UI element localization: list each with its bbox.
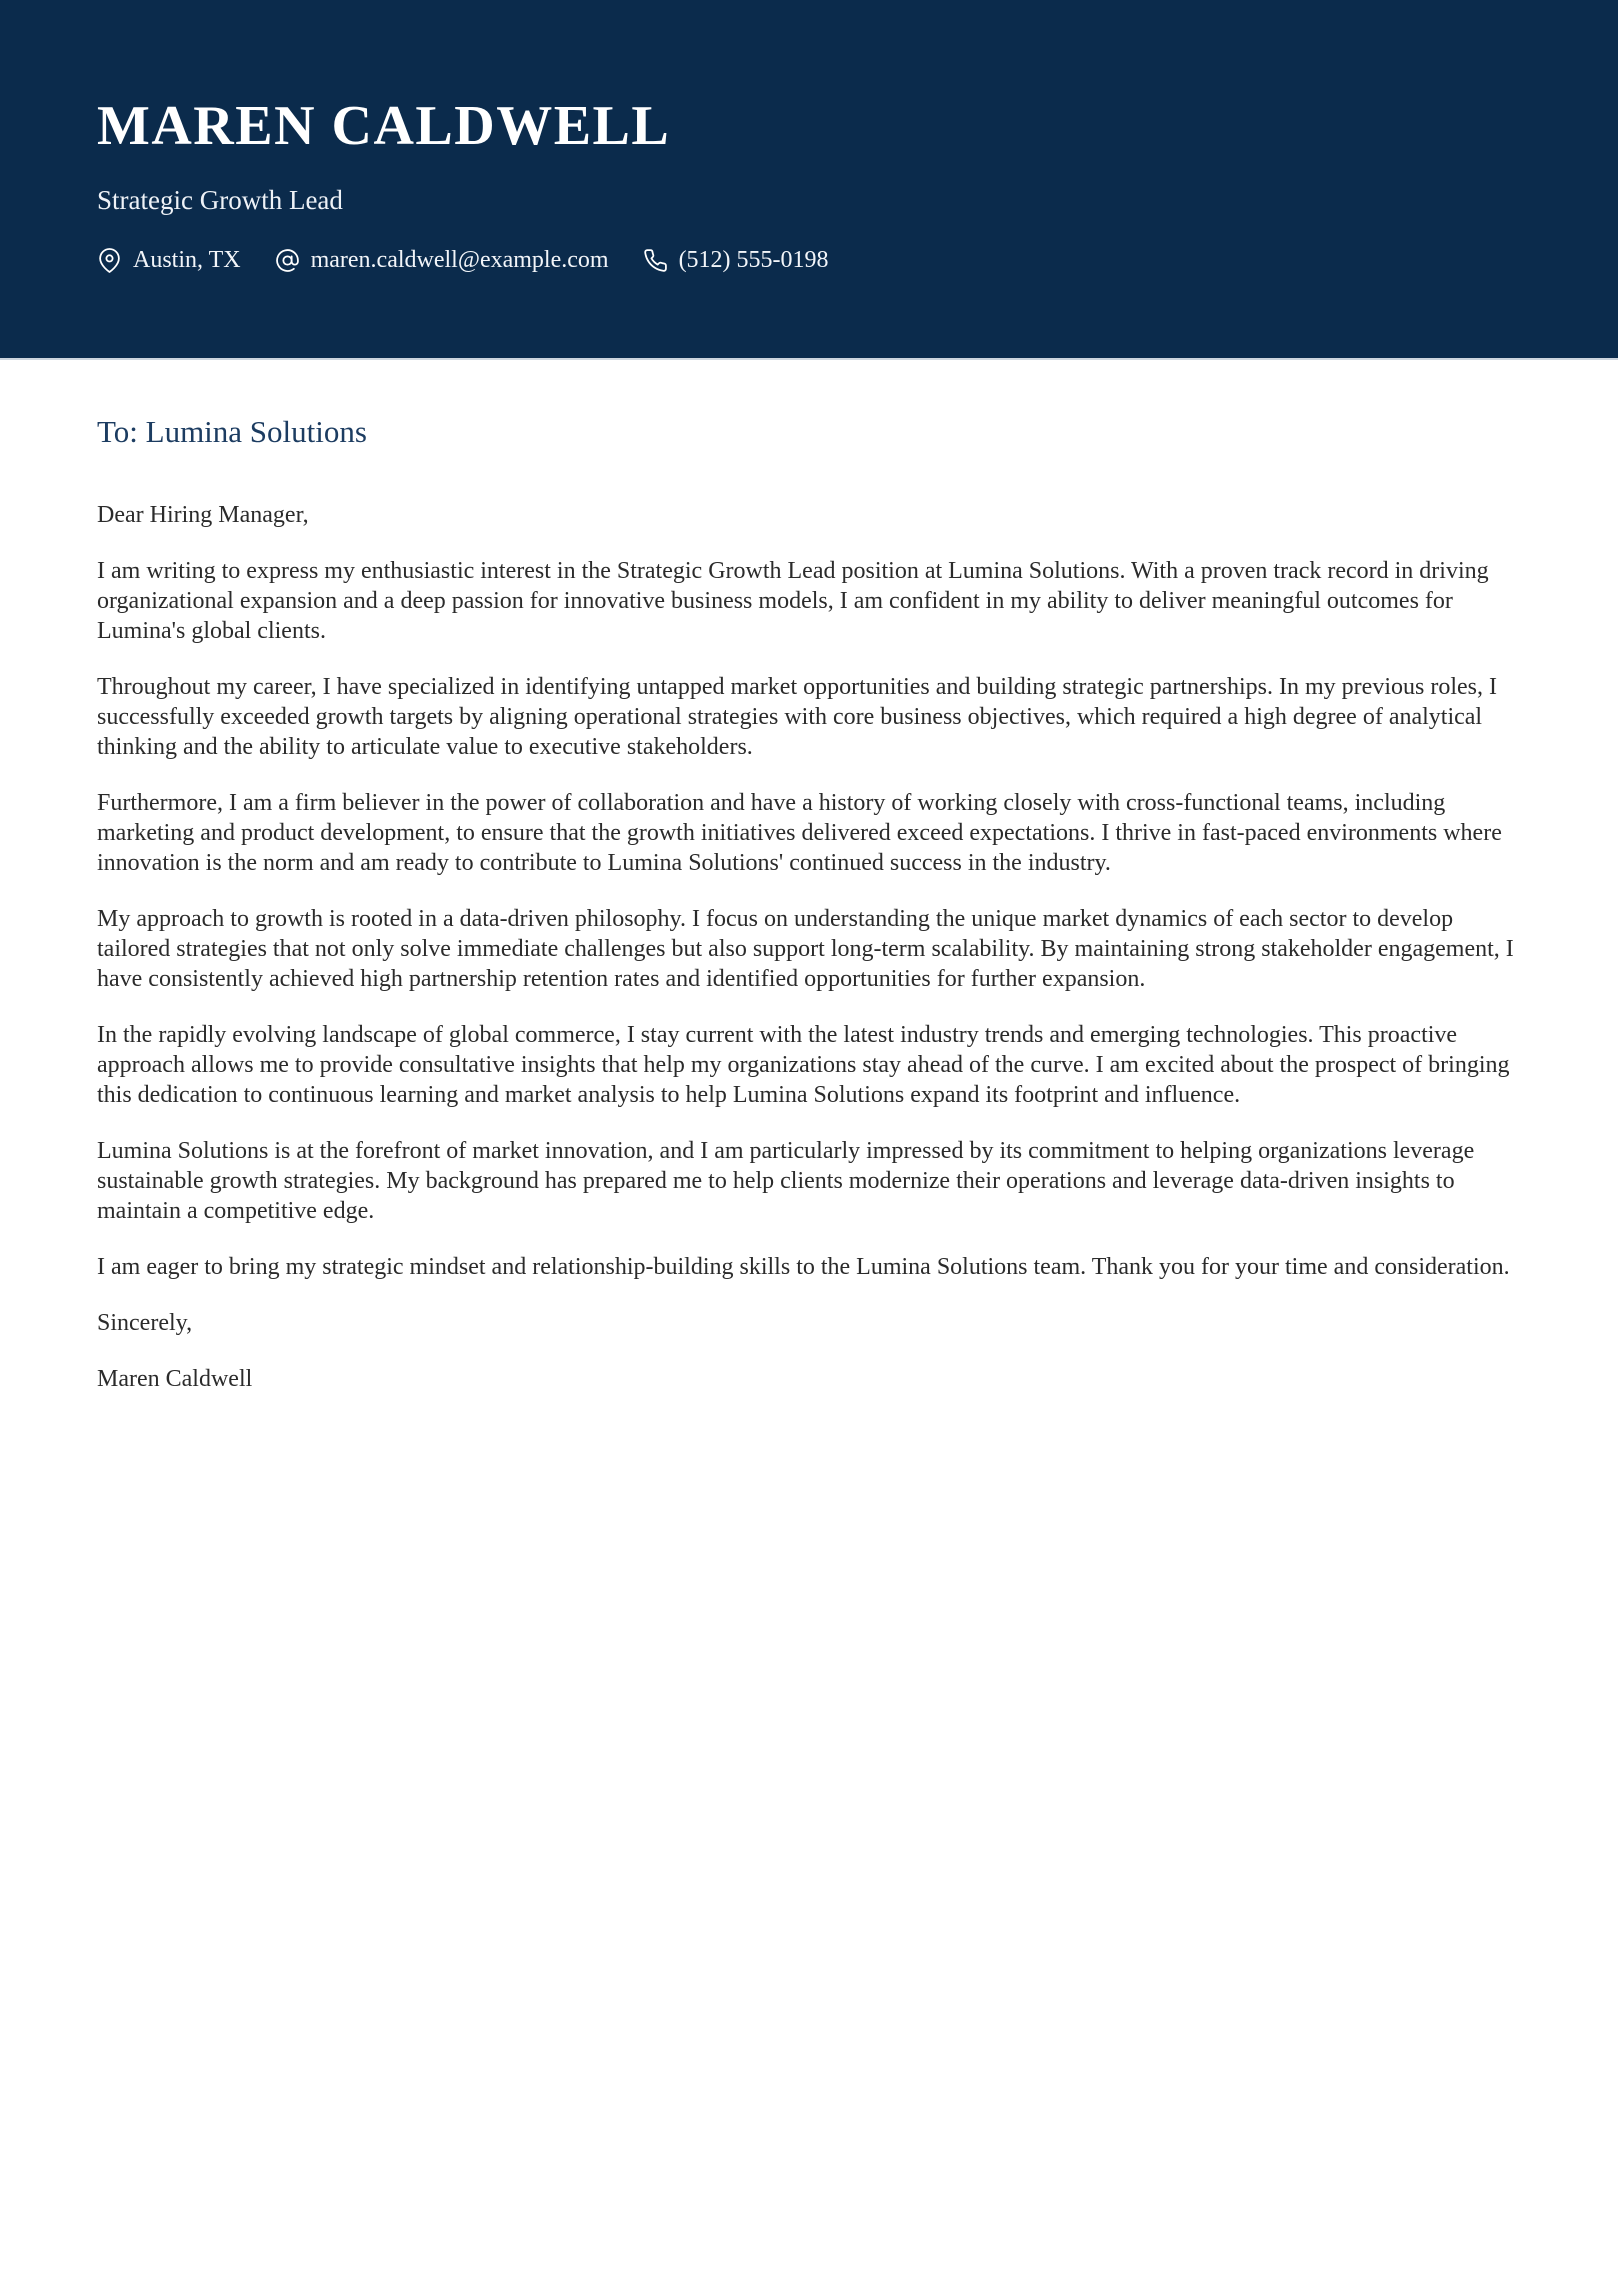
letter-paragraph: Furthermore, I am a firm believer in the power of collaboration and have a history of working closely with cross-functional teams, including marketing and product development, to ensure that the growth initiatives delivered exceed expectations. I thrive in fast-paced environments where innovation is the norm and am ready to contribute to Lumina Solutions' continued success in the industry. — [97, 790, 1502, 877]
at-icon — [275, 248, 300, 273]
contact-email — [275, 247, 609, 274]
letter-paragraph: Throughout my career, I have specialized in identifying untapped market opportunities and building strategic partnerships. In my previous roles, I successfully exceeded growth targets by aligning operational strategies with core business objectives, which required a high degree of analytical thinking and the ability to articulate value to executive stakeholders. — [97, 674, 1497, 761]
letter-header — [0, 0, 1618, 360]
letter-paragraph: In the rapidly evolving landscape of global commerce, I stay current with the latest industry trends and emerging technologies. This proactive approach allows me to provide consultative insights that help my organizations stay ahead of the curve. I am excited about the prospect of bringing this dedication to continuous learning and market analysis to help Lumina Solutions expand its footprint and influence. — [97, 1022, 1510, 1109]
candidate-name: MAREN CALDWELL — [97, 95, 671, 157]
phone-text: (512) 555-0198 — [678, 247, 829, 274]
salutation: Dear Hiring Manager, — [97, 502, 309, 529]
email-text: maren.caldwell@example.com — [310, 247, 609, 274]
location-pin-icon — [97, 248, 122, 273]
contact-row — [97, 247, 1521, 274]
contact-location — [97, 247, 241, 274]
candidate-job-title: Strategic Growth Lead — [97, 184, 343, 215]
letter-paragraph: Lumina Solutions is at the forefront of market innovation, and I am particularly impressed by its commitment to helping organizations leverage sustainable growth strategies. My background has prepared me to help clients modernize their operations and leverage data-driven insights to maintain a competitive edge. — [97, 1138, 1475, 1225]
closing: Sincerely, — [97, 1310, 193, 1337]
letter-body — [0, 360, 1618, 1394]
contact-phone — [643, 247, 829, 274]
recipient-line: To: Lumina Solutions — [97, 414, 367, 449]
letter-paragraph: My approach to growth is rooted in a data-driven philosophy. I focus on understanding the unique market dynamics of each sector to develop tailored strategies that not only solve immediate challenges but also support long-term scalability. By maintaining strong stakeholder engagement, I have consistently achieved high partnership retention rates and identified opportunities for further expansion. — [97, 906, 1514, 993]
letter-paragraph: I am eager to bring my strategic mindset and relationship-building skills to the Lumina Solutions team. Thank you for your time and consideration. — [97, 1254, 1510, 1281]
phone-icon — [643, 248, 668, 273]
signature: Maren Caldwell — [97, 1366, 253, 1393]
letter-paragraph: I am writing to express my enthusiastic interest in the Strategic Growth Lead position at Lumina Solutions. With a proven track record in driving organizational expansion and a deep passion for innovative business models, I am confident in my ability to deliver meaningful outcomes for Lumina's global clients. — [97, 558, 1489, 645]
location-text: Austin, TX — [133, 247, 241, 274]
